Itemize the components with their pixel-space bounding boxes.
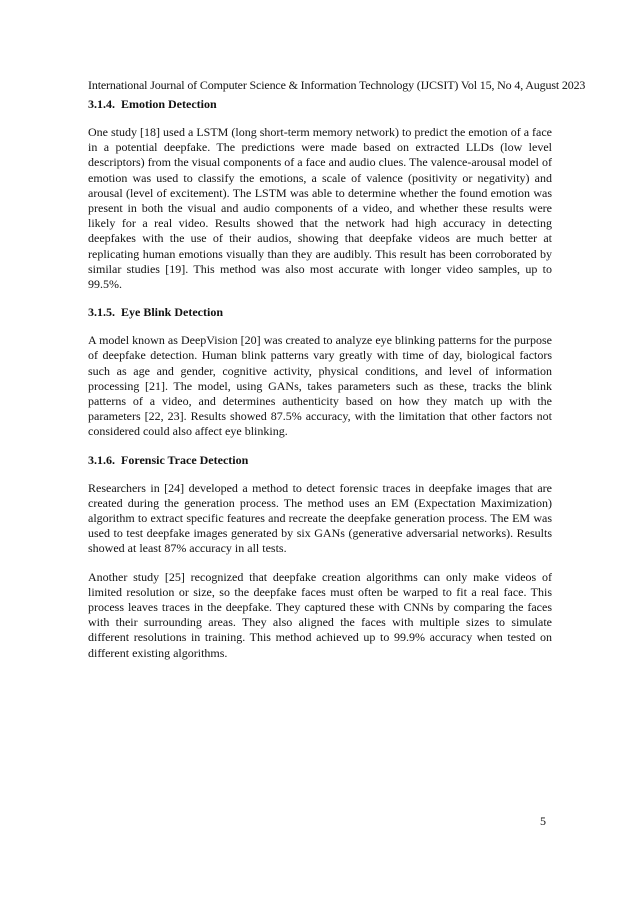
section-heading-emotion-detection [88, 97, 552, 112]
paragraph-eye-blink-detection: A model known as DeepVision [20] was created to analyze eye blinking patterns for the purpose of deepfake detection. Human blink patterns vary greatly with time of day, biological factors such as age and gender, cognitive activity, physical conditions, and level of information processing [21]. The model, using GANs, takes parameters such as these, tracks the blink patterns of a video, and determines authenticity based on how they match up with the parameters [22, 23]. Results showed 87.5% accuracy, with the limitation that other factors not considered could also affect eye blinking. [88, 333, 552, 439]
running-header: International Journal of Computer Science & Information Technology (IJCSIT) Vol 15, No 4, August 2023 [88, 78, 586, 92]
page-content [88, 97, 552, 661]
section-number: 3.1.4. [88, 97, 115, 111]
section-number: 3.1.6. [88, 452, 115, 467]
section-heading-eye-blink-detection [88, 305, 552, 320]
section-title: Emotion Detection [121, 97, 217, 111]
paragraph-emotion-detection: One study [18] used a LSTM (long short-term memory network) to predict the emotion of a face in a potential deepfake. The predictions were made based on extracted LLDs (low level descriptors) from the visual components of a face and audio clues. The valence-arousal model of emotion was used to classify the emotions, a scale of valence (positivity or negativity) and arousal (level of excitement). The LSTM was able to determine whether the found emotion was present in both the visual and audio components of a video, and whether these results were likely for a real video. Results showed that the network had high accuracy in detecting deepfakes with the use of their audios, showing that deepfake videos are much better at replicating human emotions visually than they are audibly. This result has been corroborated by similar studies [19]. This method was also most accurate with longer video samples, up to 99.5%. [88, 125, 552, 292]
paragraph-forensic-trace-cnn: Another study [25] recognized that deepfake creation algorithms can only make videos of limited resolution or size, so the deepfake faces must often be warped to fit a real face. This process leaves traces in the deepfake. They captured these with CNNs by comparing the faces with their surrounding areas. They also aligned the faces with multiple sizes to simulate different resolutions in training. This method achieved up to 99.9% accuracy when tested on different existing algorithms. [88, 569, 552, 660]
section-title: Forensic Trace Detection [121, 452, 249, 467]
page-number: 5 [540, 814, 546, 828]
section-number: 3.1.5. [88, 305, 115, 320]
section-heading-forensic-trace-detection [88, 453, 552, 468]
section-title: Eye Blink Detection [121, 305, 223, 320]
paragraph-forensic-trace-em: Researchers in [24] developed a method to detect forensic traces in deepfake images that are created during the generation process. The method uses an EM (Expectation Maximization) algorithm to extract specific features and recreate the deepfake generation process. The EM was used to test deepfake images generated by six GANs (generative adversarial networks). Results showed at least 87% accuracy in all tests. [88, 480, 552, 556]
